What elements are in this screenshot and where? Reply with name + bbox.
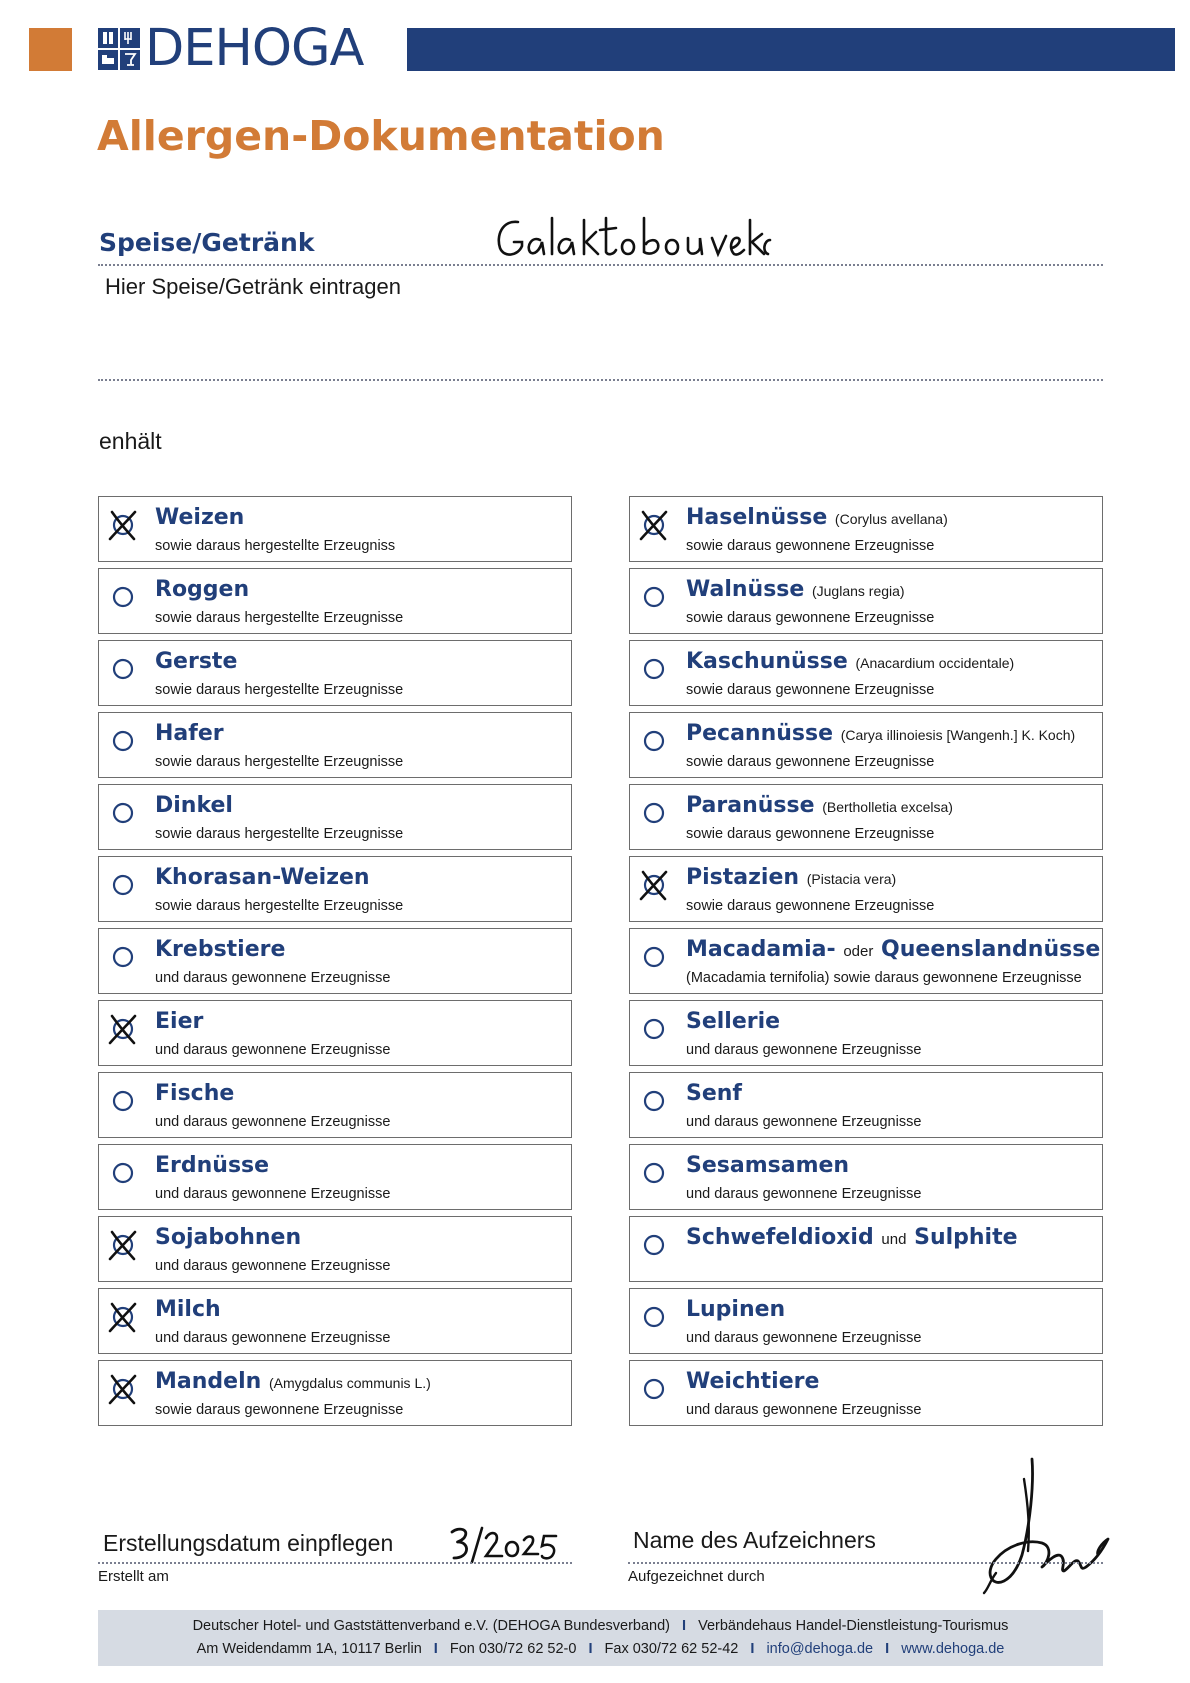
dish-label: Speise/Getränk [99,228,315,257]
allergen-description: und daraus gewonnene Erzeugnisse [686,1186,922,1202]
allergen-card [629,1000,1103,1066]
allergen-title [155,866,370,890]
allergen-name: Pistazien [686,865,800,890]
allergen-name: Senf [686,1081,742,1106]
allergen-title [155,1154,269,1178]
checked-checkbox-icon[interactable] [107,509,139,541]
allergen-description: und daraus gewonnene Erzeugnisse [155,1330,391,1346]
checkbox-circle-icon[interactable] [638,1157,670,1189]
allergen-title [686,1154,849,1178]
hotel-restaurant-icon [97,27,141,71]
allergen-name: Erdnüsse [155,1153,270,1178]
allergen-card [98,784,572,850]
allergen-card [98,712,572,778]
allergen-title [155,578,249,602]
allergen-card [98,1216,572,1282]
footer-email-link[interactable]: info@dehoga.de [766,1641,874,1657]
checkbox-circle-icon[interactable] [107,653,139,685]
allergen-name: Schwefeldioxid [686,1225,874,1250]
allergen-title [686,1226,1018,1250]
allergen-name: Khorasan-Weizen [155,865,370,890]
allergen-title [155,1226,301,1250]
checkbox-circle-icon[interactable] [107,1085,139,1117]
allergen-description: sowie daraus hergestellte Erzeugnisse [155,610,404,626]
allergen-card [98,640,572,706]
footer-fax: Fax 030/72 62 52-42 [604,1641,739,1657]
checkbox-circle-icon[interactable] [107,725,139,757]
allergen-latin-name: (Carya illinoiesis [Wangenh.] K. Koch) [840,727,1076,743]
allergen-description: und daraus gewonnene Erzeugnisse [686,1402,922,1418]
allergen-card [98,496,572,562]
footer-phone: Fon 030/72 62 52-0 [449,1641,577,1657]
allergen-title [155,1370,431,1394]
checkbox-circle-icon[interactable] [638,1085,670,1117]
allergen-name: Weichtiere [686,1369,820,1394]
allergen-title [686,650,1014,674]
checkbox-circle-icon[interactable] [638,1013,670,1045]
recorder-caption: Aufgezeichnet durch [628,1568,765,1585]
allergen-name: Dinkel [155,793,233,818]
allergen-description: und daraus gewonnene Erzeugnisse [686,1330,922,1346]
footer-address: Am Weidendamm 1A, 10117 Berlin [196,1641,422,1657]
allergen-name: Haselnüsse [686,505,828,530]
dehoga-logo [97,19,364,78]
allergen-name: Sesamsamen [686,1153,850,1178]
allergen-card [629,496,1103,562]
allergen-description: (Macadamia ternifolia) sowie daraus gewonnene Erzeugnisse [686,970,1082,986]
allergen-name: Krebstiere [155,937,286,962]
checkbox-circle-icon[interactable] [107,797,139,829]
allergen-card [629,1216,1103,1282]
allergen-card [629,1288,1103,1354]
recorder-label: Name des Aufzeichners [633,1527,876,1553]
allergen-description: und daraus gewonnene Erzeugnisse [686,1114,922,1130]
dish-line-2 [98,379,1103,381]
allergen-name: Fische [155,1081,235,1106]
allergen-title [155,650,237,674]
brand-square [29,28,72,71]
allergen-description: sowie daraus hergestellte Erzeugniss [155,538,396,554]
footer-separator: I [885,1641,890,1657]
allergen-card [98,1144,572,1210]
allergen-name-2: Queenslandnüsse [881,937,1101,962]
recorder-line [628,1562,1103,1564]
checkbox-circle-icon[interactable] [638,1229,670,1261]
allergen-title [686,578,905,602]
footer-org: Deutscher Hotel- und Gaststättenverband e.V. (DEHOGA Bundesverband) [192,1618,670,1634]
allergen-title [686,1082,742,1106]
allergen-name: Paranüsse [686,793,815,818]
allergen-description: sowie daraus gewonnene Erzeugnisse [686,610,935,626]
allergen-card [629,928,1103,994]
allergen-description: und daraus gewonnene Erzeugnisse [155,1186,391,1202]
allergen-name: Kaschunüsse [686,649,848,674]
footer-line-2 [98,1641,1103,1657]
footer-separator: I [588,1641,593,1657]
checkbox-circle-icon[interactable] [107,581,139,613]
allergen-card [629,856,1103,922]
allergen-description: sowie daraus gewonnene Erzeugnisse [686,826,935,842]
allergen-title [155,722,224,746]
allergen-card [98,856,572,922]
allergen-latin-name: (Bertholletia excelsa) [822,799,953,815]
checkbox-circle-icon[interactable] [107,941,139,973]
checkbox-circle-icon[interactable] [638,581,670,613]
footer-separator: I [433,1641,438,1657]
allergen-card [98,1288,572,1354]
allergen-name: Gerste [155,649,238,674]
allergen-card [629,640,1103,706]
created-label: Erstellungsdatum einpflegen [103,1530,394,1556]
allergen-title [155,1010,203,1034]
allergen-title [155,1082,234,1106]
contains-label: enhält [99,428,162,454]
allergen-description: und daraus gewonnene Erzeugnisse [155,970,391,986]
allergen-description: sowie daraus gewonnene Erzeugnisse [686,682,935,698]
allergen-title [155,794,233,818]
allergen-name: Sojabohnen [155,1225,302,1250]
allergen-card [629,1360,1103,1426]
allergen-latin-name: (Corylus avellana) [834,511,948,527]
allergen-title [155,938,285,962]
checkbox-circle-icon[interactable] [638,941,670,973]
allergen-card [629,712,1103,778]
allergen-description: sowie daraus hergestellte Erzeugnisse [155,682,404,698]
allergen-card [98,1360,572,1426]
checked-checkbox-icon[interactable] [107,1013,139,1045]
checked-checkbox-icon[interactable] [638,869,670,901]
logo-text: DEHOGA [145,19,364,78]
footer-line-1 [98,1618,1103,1634]
header-bar [407,28,1175,71]
allergen-title [686,506,948,530]
allergen-title [686,866,896,890]
allergen-title [155,506,244,530]
allergen-card [629,784,1103,850]
checkbox-circle-icon[interactable] [638,653,670,685]
allergen-card [98,1072,572,1138]
allergen-name: Milch [155,1297,221,1322]
allergen-description: sowie daraus gewonnene Erzeugnisse [686,898,935,914]
allergen-description: sowie daraus hergestellte Erzeugnisse [155,898,404,914]
allergen-card [98,1000,572,1066]
allergen-title [155,1298,221,1322]
checkbox-circle-icon[interactable] [638,725,670,757]
page-title: Allergen-Dokumentation [97,112,665,160]
allergen-name: Macadamia- [686,937,836,962]
allergen-description: und daraus gewonnene Erzeugnisse [155,1114,391,1130]
allergen-conjunction: oder [843,943,874,960]
checkbox-circle-icon[interactable] [107,1157,139,1189]
created-caption: Erstellt am [98,1568,169,1585]
allergen-name: Walnüsse [686,577,805,602]
checkbox-circle-icon[interactable] [107,869,139,901]
allergen-card [629,1072,1103,1138]
allergen-title [686,794,953,818]
allergen-description: sowie daraus gewonnene Erzeugnisse [686,538,935,554]
allergen-name: Pecannüsse [686,721,834,746]
checkbox-circle-icon[interactable] [638,1373,670,1405]
allergen-title [686,722,1075,746]
checkbox-circle-icon[interactable] [638,1301,670,1333]
allergen-latin-name: (Juglans regia) [811,583,905,599]
checked-checkbox-icon[interactable] [107,1301,139,1333]
allergen-description: sowie daraus gewonnene Erzeugnisse [686,754,935,770]
allergen-grid [98,496,1103,1426]
allergen-name: Mandeln [155,1369,262,1394]
allergen-card [629,1144,1103,1210]
allergen-title [686,1370,819,1394]
footer-separator: I [750,1641,755,1657]
allergen-card [98,928,572,994]
allergen-description: und daraus gewonnene Erzeugnisse [686,1042,922,1058]
checked-checkbox-icon[interactable] [107,1373,139,1405]
allergen-name: Sellerie [686,1009,781,1034]
allergen-title [686,938,1100,962]
allergen-description: sowie daraus hergestellte Erzeugnisse [155,826,404,842]
allergen-card [629,568,1103,634]
allergen-description: und daraus gewonnene Erzeugnisse [155,1042,391,1058]
allergen-latin-name: (Pistacia vera) [806,871,897,887]
footer [98,1610,1103,1666]
checked-checkbox-icon[interactable] [107,1229,139,1261]
footer-web-link[interactable]: www.dehoga.de [901,1641,1005,1657]
dish-line [98,264,1103,266]
created-line [98,1562,572,1564]
allergen-title [686,1298,785,1322]
allergen-title [686,1010,780,1034]
allergen-latin-name: (Anacardium occidentale) [855,655,1015,671]
allergen-description: und daraus gewonnene Erzeugnisse [155,1258,391,1274]
allergen-name: Eier [155,1009,204,1034]
allergen-conjunction: und [881,1231,907,1248]
allergen-description: sowie daraus gewonnene Erzeugnisse [155,1402,404,1418]
checked-checkbox-icon[interactable] [638,509,670,541]
allergen-latin-name: (Amygdalus communis L.) [268,1375,431,1391]
allergen-name: Weizen [155,505,245,530]
allergen-description: sowie daraus hergestellte Erzeugnisse [155,754,404,770]
allergen-name: Lupinen [686,1297,786,1322]
footer-building: Verbändehaus Handel-Dienstleistung-Tourismus [698,1618,1009,1634]
allergen-card [98,568,572,634]
footer-separator: I [682,1618,687,1634]
allergen-name: Roggen [155,577,250,602]
dish-input[interactable]: Hier Speise/Getränk eintragen [105,274,401,299]
allergen-name-2: Sulphite [914,1225,1018,1250]
checkbox-circle-icon[interactable] [638,797,670,829]
allergen-name: Hafer [155,721,224,746]
recorder-signature[interactable] [962,1455,1112,1600]
